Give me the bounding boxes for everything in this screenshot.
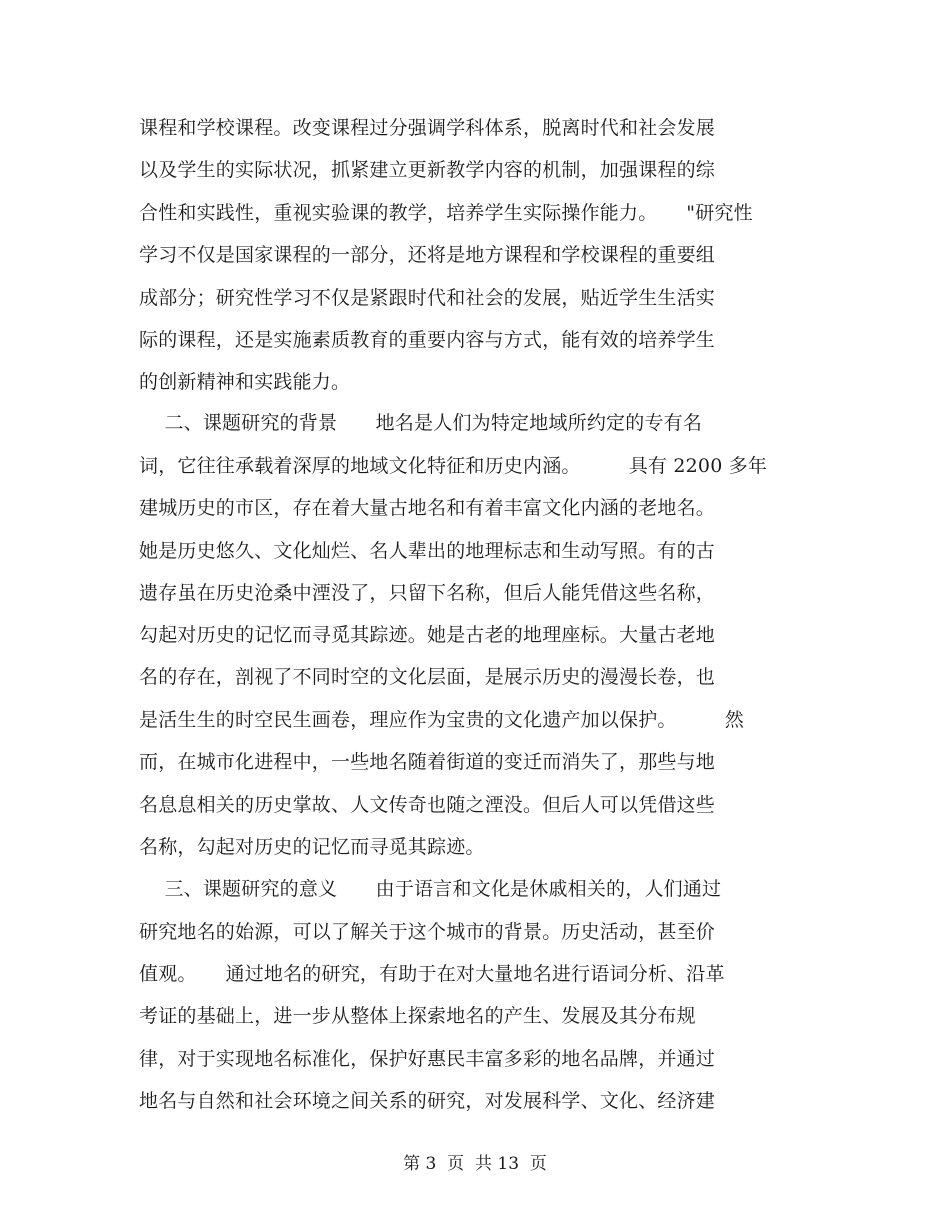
body-text-line: 地名与自然和社会环境之间关系的研究，对发展科学、文化、经济建 [139,1090,716,1112]
body-text-line: 的创新精神和实践能力。 [139,371,351,393]
section-heading-line: 三、课题研究的意义 由于语言和文化是休戚相关的，人们通过 [139,878,722,900]
body-text-line: 词，它往往承载着深厚的地域文化特征和历史内涵。 具有 2200 多年 [139,455,768,477]
body-text-line: 而，在城市化进程中，一些地名随着街道的变迁而消失了，那些与地 [139,751,716,773]
body-text-line: 是活生生的时空民生画卷，理应作为宝贵的文化遗产加以保护。 然 [139,709,744,731]
body-text-line: 名的存在，剖视了不同时空的文化层面，是展示历史的漫漫长卷，也 [139,666,716,688]
body-text-line: 名称，勾起对历史的记忆而寻觅其踪迹。 [139,836,485,858]
body-text-line: 值观。 通过地名的研究，有助于在对大量地名进行语词分析、沿革 [139,963,725,985]
body-text-line: 名息息相关的历史掌故、人文传奇也随之湮没。但后人可以凭借这些 [139,794,716,816]
body-text-line: 合性和实践性，重视实验课的教学，培养学生实际操作能力。 "研究性 [139,202,753,224]
body-text-line: 勾起对历史的记忆而寻觅其踪迹。她是古老的地理座标。大量古老地 [139,624,716,646]
body-text-line: 学习不仅是国家课程的一部分，还将是地方课程和学校课程的重要组 [139,244,716,266]
section-heading-line: 二、课题研究的背景 地名是人们为特定地域所约定的专有名 [139,412,703,434]
page-number-footer: 第 3 页 共 13 页 [403,1154,547,1174]
body-text-line: 考证的基础上，进一步从整体上探索地名的产生、发展及其分布规 [139,1005,696,1027]
body-text-line: 课程和学校课程。改变课程过分强调学科体系，脱离时代和社会发展 [139,117,716,139]
body-text-line: 以及学生的实际状况，抓紧建立更新教学内容的机制，加强课程的综 [139,159,716,181]
body-text-line: 她是历史悠久、文化灿烂、名人辈出的地理标志和生动写照。有的古 [139,540,716,562]
body-text-line: 研究地名的始源，可以了解关于这个城市的背景。历史活动，甚至价 [139,921,716,943]
body-text-line: 遗存虽在历史沧桑中湮没了，只留下名称，但后人能凭借这些名称， [139,582,716,604]
body-text-line: 律，对于实现地名标准化，保护好惠民丰富多彩的地名品牌，并通过 [139,1048,716,1070]
body-text-line: 建城历史的市区，存在着大量古地名和有着丰富文化内涵的老地名。 [139,497,716,519]
body-text-line: 际的课程，还是实施素质教育的重要内容与方式，能有效的培养学生 [139,329,716,351]
body-text-line: 成部分；研究性学习不仅是紧跟时代和社会的发展，贴近学生生活实 [139,287,716,309]
